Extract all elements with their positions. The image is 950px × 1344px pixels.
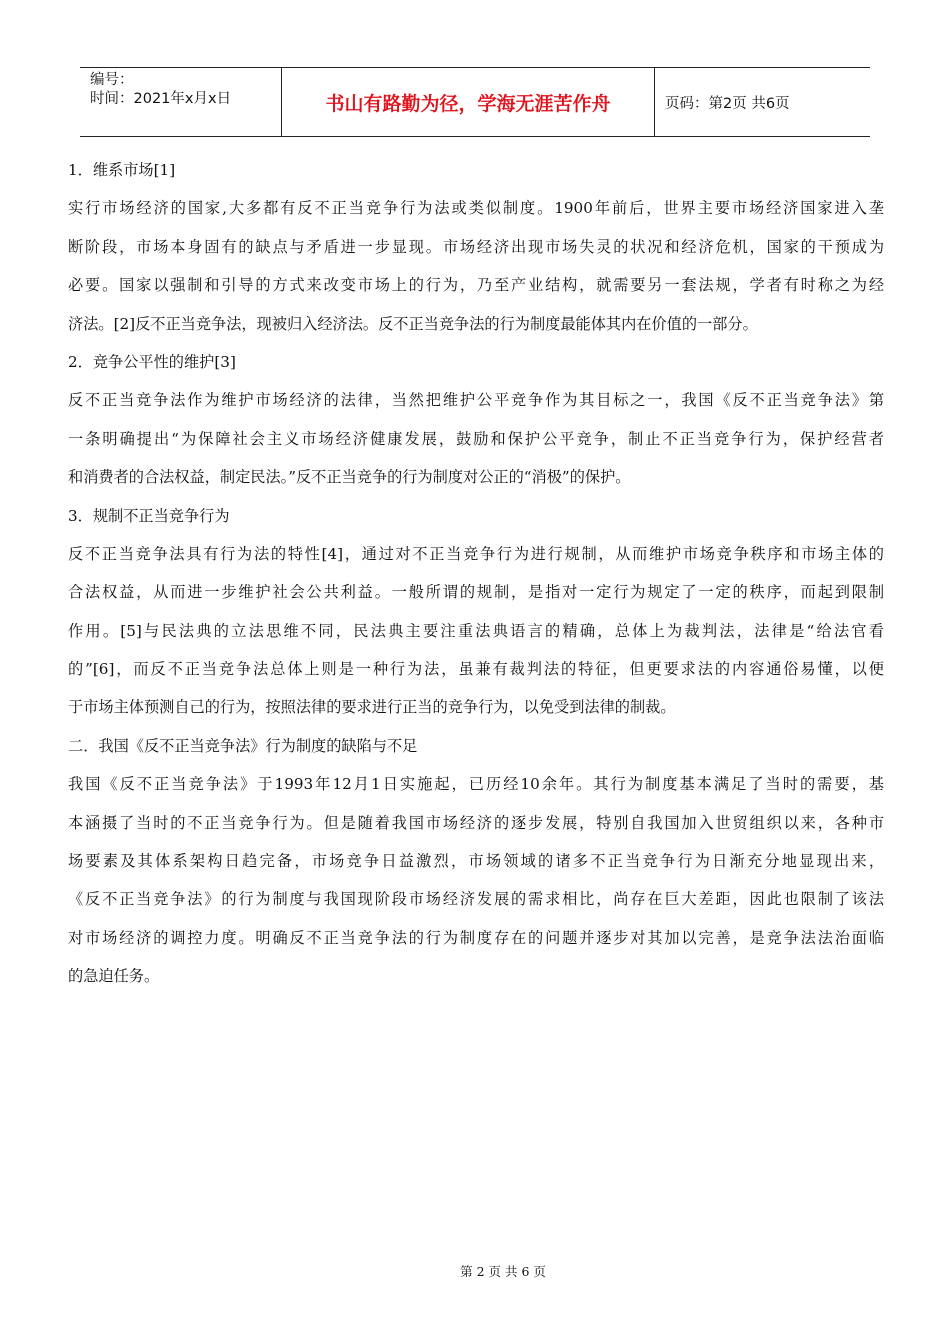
paragraph-line: 场要素及其体系架构日趋完备，市场竞争日益激烈，市场领域的诸多不正当竞争行为日渐充分地显现出来，	[68, 852, 884, 871]
paragraph-line: 断阶段，市场本身固有的缺点与矛盾进一步显现。市场经济出现市场失灵的状况和经济危机，国家的干预成为	[68, 237, 884, 256]
paragraph-line: 合法权益，从而进一步维护社会公共利益。一般所谓的规制，是指对一定行为规定了一定的秩序，而起到限制	[68, 583, 884, 602]
paragraph-line: 必要。国家以强制和引导的方式来改变市场上的行为，乃至产业结构，就需要另一套法规，学者有时称之为经	[68, 276, 884, 295]
section-heading: 二．我国《反不正当竞争法》行为制度的缺陷与不足	[68, 736, 418, 755]
paragraph-line: 对市场经济的调控力度。明确反不正当竞争法的行为制度存在的问题并逐步对其加以完善，是竞争法法治面临	[68, 928, 884, 947]
document-header	[80, 67, 870, 137]
paragraph-line: 反不正当竞争法具有行为法的特性[4]，通过对不正当竞争行为进行规制，从而维护市场竞争秩序和市场主体的	[68, 544, 884, 563]
paragraph-line: 和消费者的合法权益，制定民法。”反不正当竞争的行为制度对公正的“消极”的保护。	[68, 468, 631, 487]
section-heading: 1．维系市场[1]	[68, 161, 176, 179]
paragraph-line: 济法。[2]反不正当竞争法，现被归入经济法。反不正当竞争法的行为制度最能体其内在价值的一部分。	[68, 314, 758, 333]
header-page-number: 页码：第2页 共6页	[665, 95, 790, 112]
paragraph-line: 我国《反不正当竞争法》于1993年12月1日实施起，已历经10余年。其行为制度基本满足了当时的需要，基	[68, 775, 884, 794]
header-motto: 书山有路勤为径，学海无涯苦作舟	[282, 68, 655, 136]
header-meta	[80, 68, 282, 136]
page-footer: 第 2 页 共 6 页	[460, 1264, 546, 1279]
paragraph-line: 《反不正当竞争法》的行为制度与我国现阶段市场经济发展的需求相比，尚存在巨大差距，因此也限制了该法	[68, 890, 884, 909]
paragraph-line: 反不正当竞争法作为维护市场经济的法律，当然把维护公平竞争作为其目标之一，我国《反不正当竞争法》第	[68, 391, 884, 410]
section-heading: 3．规制不正当竞争行为	[68, 506, 230, 525]
section-heading: 2．竞争公平性的维护[3]	[68, 352, 236, 371]
paragraph-line: 作用。[5]与民法典的立法思维不同，民法典主要注重法典语言的精确，总体上为裁判法，法律是“给法官看	[68, 621, 884, 640]
paragraph-line: 的”[6]，而反不正当竞争法总体上则是一种行为法，虽兼有裁判法的特征，但更要求法的内容通俗易懂，以便	[68, 660, 884, 679]
paragraph-line: 本涵摄了当时的不正当竞争行为。但是随着我国市场经济的逐步发展，特别自我国加入世贸组织以来，各种市	[68, 813, 884, 832]
document-body	[68, 151, 884, 996]
paragraph-line: 的急迫任务。	[68, 967, 160, 986]
document-number-label: 编号：	[90, 72, 134, 88]
paragraph-line: 实行市场经济的国家,大多都有反不正当竞争行为法或类似制度。1900年前后，世界主要市场经济国家进入垄	[68, 199, 884, 218]
document-date-label: 时间：2021年x月x日	[90, 91, 232, 107]
paragraph-line: 一条明确提出“为保障社会主义市场经济健康发展，鼓励和保护公平竞争，制止不正当竞争行为，保护经营者	[68, 429, 884, 448]
paragraph-line: 于市场主体预测自己的行为，按照法律的要求进行正当的竞争行为，以免受到法律的制裁。	[68, 698, 676, 717]
